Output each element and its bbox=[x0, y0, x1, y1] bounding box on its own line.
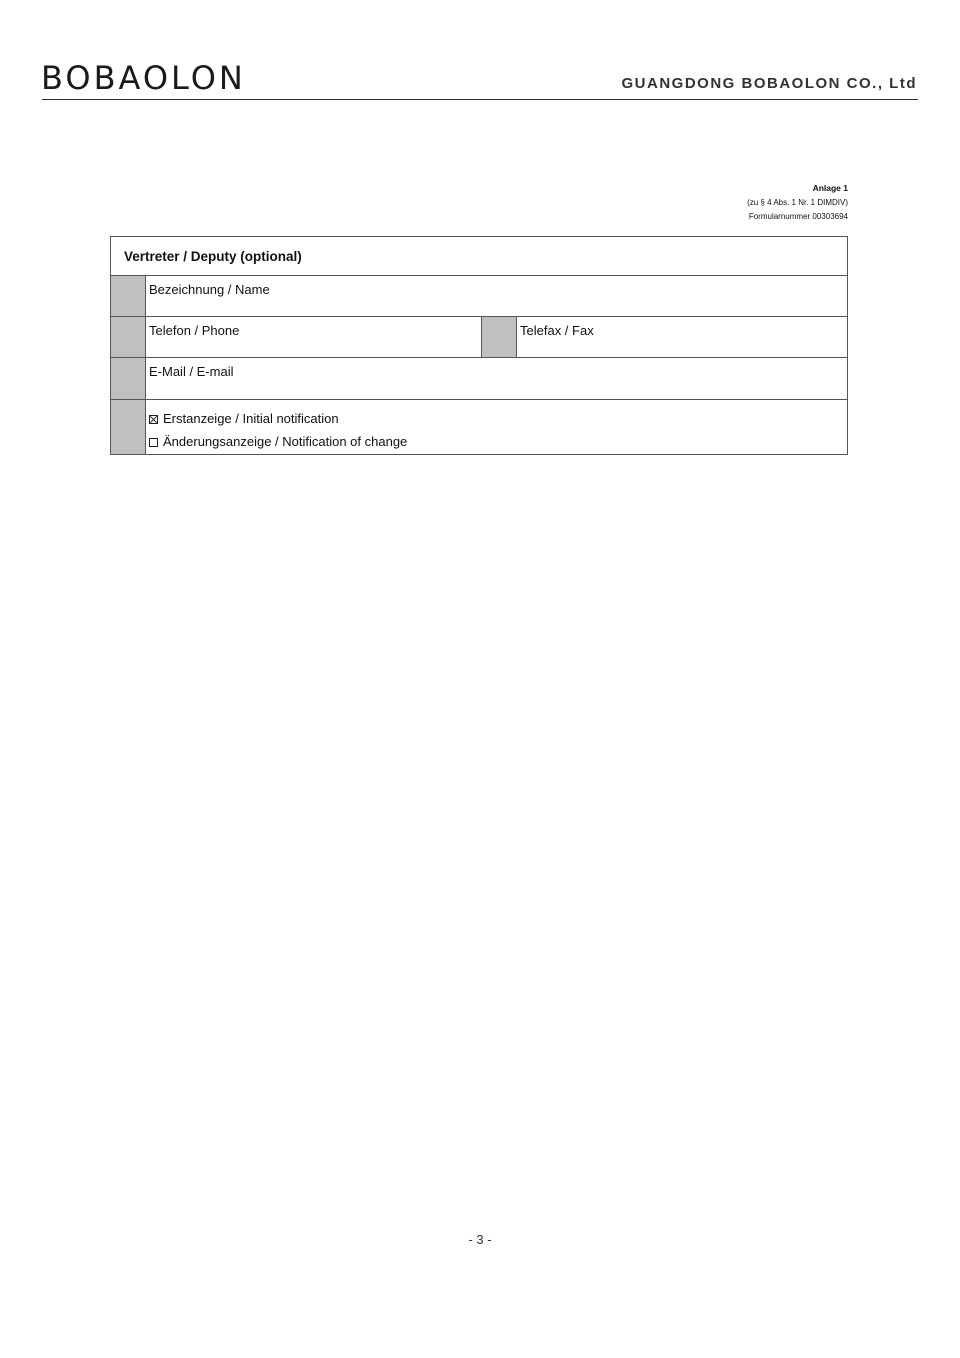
email-row bbox=[111, 358, 847, 400]
annex-form-number: Formularnummer 00303694 bbox=[748, 212, 848, 221]
name-row bbox=[111, 276, 847, 317]
annex-reference-block bbox=[747, 181, 848, 225]
row-marker-cell bbox=[111, 317, 146, 357]
row-marker-cell bbox=[111, 276, 146, 316]
change-notification-label: Änderungsanzeige / Notification of change bbox=[163, 434, 408, 449]
email-field-label: E-Mail / E-mail bbox=[149, 364, 234, 379]
email-field[interactable] bbox=[146, 358, 847, 399]
checked-checkbox-icon[interactable] bbox=[149, 415, 158, 424]
phone-fax-row bbox=[111, 317, 847, 358]
row-marker-cell bbox=[111, 400, 146, 454]
row-marker-cell bbox=[481, 317, 517, 357]
company-logo: BOBAOLON bbox=[41, 59, 246, 97]
fax-field-label: Telefax / Fax bbox=[520, 323, 594, 338]
initial-notification-label: Erstanzeige / Initial notification bbox=[163, 411, 339, 426]
annex-title: Anlage 1 bbox=[812, 183, 848, 193]
annex-reference: (zu § 4 Abs. 1 Nr. 1 DIMDIV) bbox=[747, 197, 848, 207]
name-field[interactable] bbox=[146, 276, 847, 316]
change-notification-option[interactable] bbox=[149, 434, 407, 450]
initial-notification-option[interactable] bbox=[149, 411, 339, 427]
phone-field[interactable] bbox=[146, 317, 481, 357]
name-field-label: Bezeichnung / Name bbox=[149, 282, 270, 297]
section-title: Vertreter / Deputy (optional) bbox=[124, 249, 302, 264]
phone-field-label: Telefon / Phone bbox=[149, 323, 240, 338]
form-section-header bbox=[111, 237, 847, 276]
notification-options bbox=[146, 400, 847, 454]
fax-field[interactable] bbox=[517, 317, 847, 357]
deputy-form bbox=[110, 236, 848, 455]
row-marker-cell bbox=[111, 358, 146, 399]
unchecked-checkbox-icon[interactable] bbox=[149, 438, 158, 447]
header-divider bbox=[42, 99, 918, 100]
page-number: - 3 - bbox=[468, 1232, 492, 1247]
notification-type-row bbox=[111, 400, 847, 454]
company-name: GUANGDONG BOBAOLON CO., Ltd bbox=[621, 75, 917, 92]
